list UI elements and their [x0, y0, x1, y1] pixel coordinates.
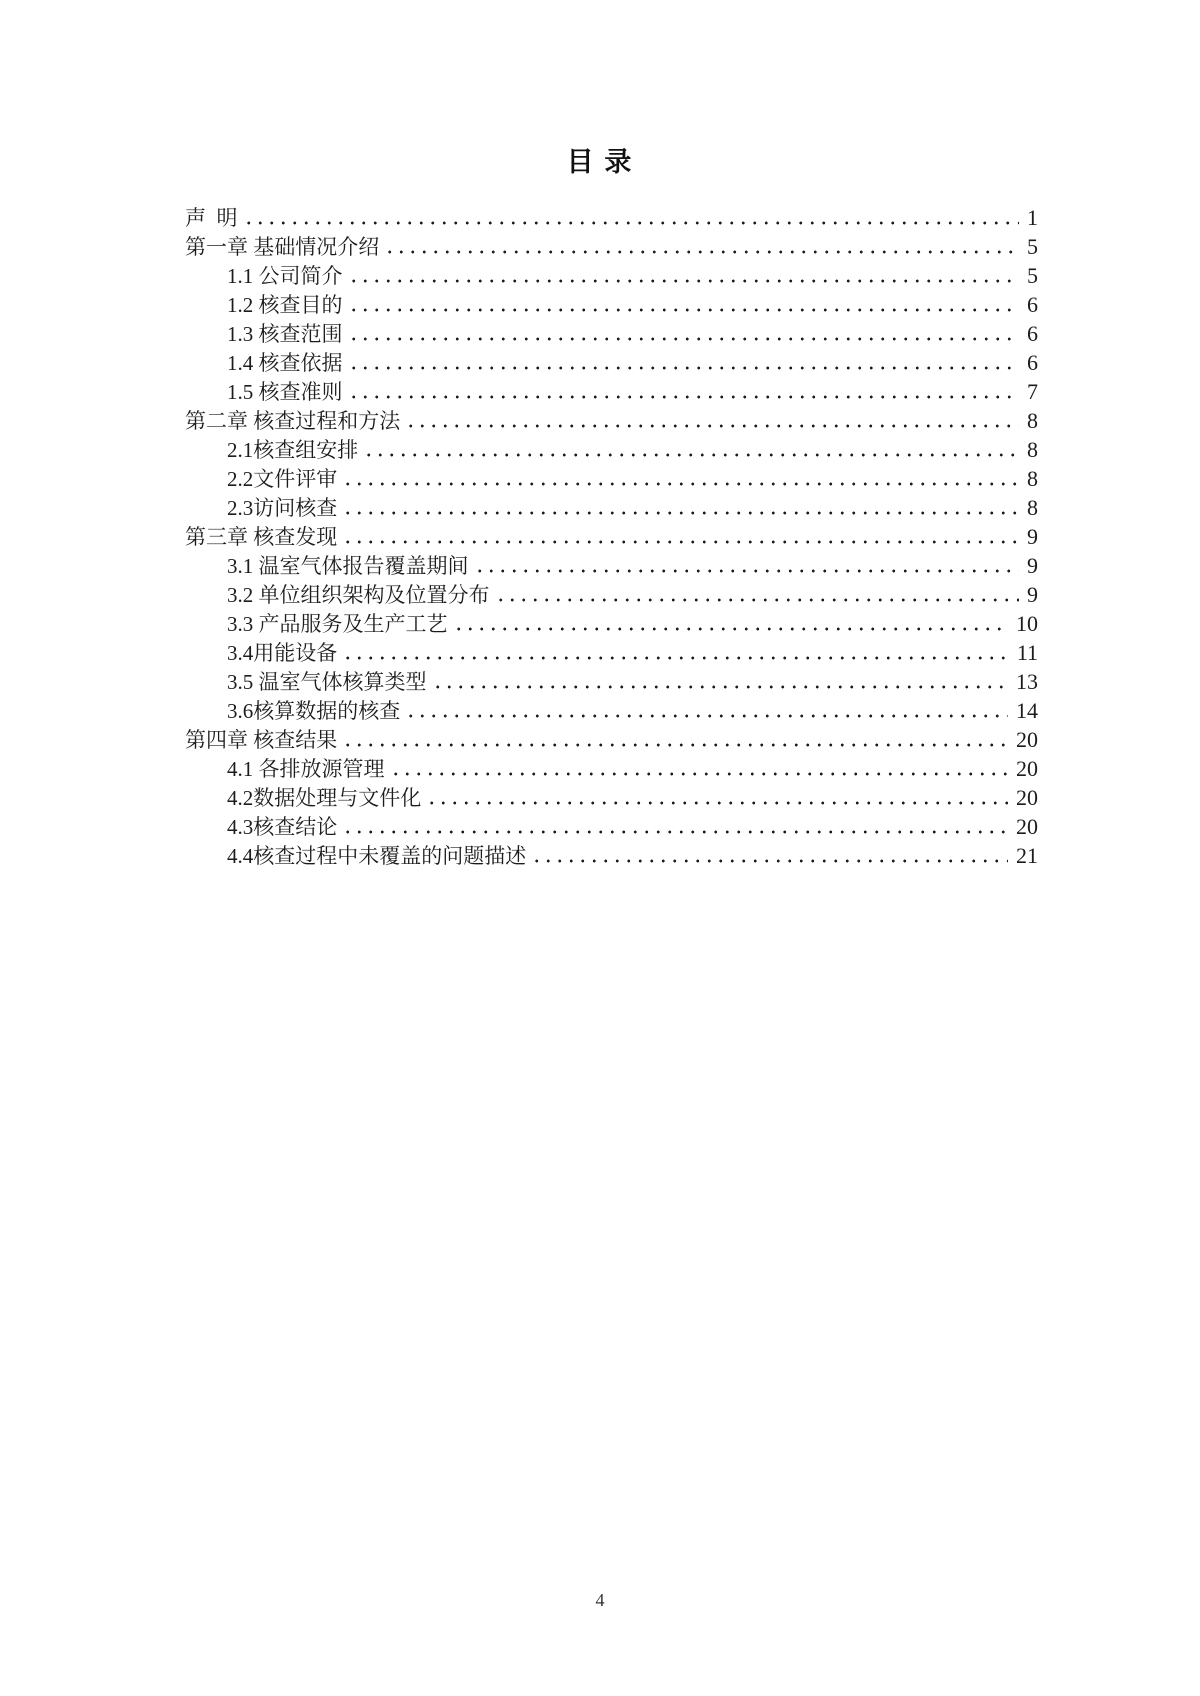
toc-entry[interactable]	[185, 319, 1038, 348]
toc-entry-label: 4.2数据处理与文件化	[227, 786, 422, 810]
toc-entry[interactable]	[185, 203, 1038, 232]
toc-entry-label: 4.3核查结论	[227, 815, 338, 839]
dot-leader	[474, 551, 1020, 580]
toc-entry-label: 2.3访问核查	[227, 496, 338, 520]
toc-entry-page-number: 11	[1016, 640, 1038, 665]
toc-title: 目 录	[566, 147, 634, 177]
toc-entry-page-number: 9	[1027, 582, 1038, 607]
dot-leader	[432, 667, 1009, 696]
toc-entry[interactable]	[185, 493, 1038, 522]
dot-leader	[390, 754, 1009, 783]
toc-entry[interactable]	[185, 696, 1038, 725]
toc-entry-label: 4.1 各排放源管理	[227, 757, 385, 781]
toc-entry-label: 1.1 公司简介	[227, 264, 343, 288]
dot-leader	[342, 725, 1008, 754]
toc-entry-page-number: 20	[1016, 785, 1038, 810]
dot-leader	[342, 812, 1008, 841]
toc-entry-label: 3.3 产品服务及生产工艺	[227, 612, 448, 636]
toc-entry-page-number: 8	[1027, 408, 1038, 433]
toc-entry-label: 3.6核算数据的核查	[227, 699, 401, 723]
dot-leader	[342, 464, 1019, 493]
toc-entry[interactable]	[185, 464, 1038, 493]
toc-entry[interactable]	[185, 551, 1038, 580]
toc-entry[interactable]	[185, 609, 1038, 638]
dot-leader	[384, 232, 1019, 261]
toc-entry[interactable]	[185, 406, 1038, 435]
toc-entry-page-number: 7	[1027, 379, 1038, 404]
toc-entry-page-number: 8	[1027, 466, 1038, 491]
toc-entry-label: 1.3 核查范围	[227, 322, 343, 346]
toc-entry[interactable]	[185, 754, 1038, 783]
toc-entry[interactable]	[185, 667, 1038, 696]
toc-entry-label: 1.2 核查目的	[227, 293, 343, 317]
toc-entry-label: 第一章 基础情况介绍	[185, 235, 380, 259]
dot-leader	[531, 841, 1008, 870]
dot-leader	[426, 783, 1008, 812]
toc-entry[interactable]	[185, 377, 1038, 406]
dot-leader	[348, 319, 1020, 348]
toc-entry-label: 3.4用能设备	[227, 641, 338, 665]
toc-entry[interactable]	[185, 841, 1038, 870]
dot-leader	[348, 377, 1020, 406]
toc-entry-label: 3.1 温室气体报告覆盖期间	[227, 554, 469, 578]
toc-entry-page-number: 20	[1016, 727, 1038, 752]
toc-entry-page-number: 21	[1016, 843, 1038, 868]
toc-entry-page-number: 1	[1027, 205, 1038, 230]
toc-entry[interactable]	[185, 261, 1038, 290]
toc-entry-page-number: 6	[1027, 292, 1038, 317]
toc-entry-label: 4.4核查过程中未覆盖的问题描述	[227, 844, 527, 868]
dot-leader	[348, 348, 1020, 377]
toc-entry-label: 第四章 核查结果	[185, 728, 338, 752]
toc-entry-label: 1.4 核查依据	[227, 351, 343, 375]
toc-entry-label: 3.2 单位组织架构及位置分布	[227, 583, 490, 607]
toc-entry[interactable]	[185, 580, 1038, 609]
toc-entry[interactable]	[185, 290, 1038, 319]
dot-leader	[348, 261, 1020, 290]
toc-entry-page-number: 9	[1027, 524, 1038, 549]
toc-entry-page-number: 5	[1027, 234, 1038, 259]
dot-leader	[243, 203, 1020, 232]
toc-entry[interactable]	[185, 522, 1038, 551]
toc-entry-page-number: 8	[1027, 495, 1038, 520]
toc-entry-label: 2.1核查组安排	[227, 438, 359, 462]
toc-entry-page-number: 8	[1027, 437, 1038, 462]
toc-entry[interactable]	[185, 232, 1038, 261]
toc-entry[interactable]	[185, 725, 1038, 754]
footer-page-number: 4	[595, 1590, 605, 1610]
dot-leader	[363, 435, 1019, 464]
dot-leader	[453, 609, 1009, 638]
toc-entry-page-number: 5	[1027, 263, 1038, 288]
toc-entry-page-number: 20	[1016, 814, 1038, 839]
dot-leader	[495, 580, 1020, 609]
toc-entry-page-number: 20	[1016, 756, 1038, 781]
toc-entry-label: 声 明	[185, 206, 238, 230]
toc-entry[interactable]	[185, 638, 1038, 667]
toc-entry-label: 第二章 核查过程和方法	[185, 409, 401, 433]
toc-entry-label: 1.5 核查准则	[227, 380, 343, 404]
toc-list	[185, 203, 1038, 870]
dot-leader	[405, 696, 1008, 725]
toc-entry-page-number: 6	[1027, 321, 1038, 346]
dot-leader	[342, 638, 1009, 667]
toc-entry-label: 第三章 核查发现	[185, 525, 338, 549]
dot-leader	[348, 290, 1020, 319]
toc-entry-label: 2.2文件评审	[227, 467, 338, 491]
toc-entry-page-number: 9	[1027, 553, 1038, 578]
toc-entry-label: 3.5 温室气体核算类型	[227, 670, 427, 694]
toc-entry[interactable]	[185, 812, 1038, 841]
toc-entry-page-number: 6	[1027, 350, 1038, 375]
toc-entry-page-number: 14	[1016, 698, 1038, 723]
toc-entry[interactable]	[185, 348, 1038, 377]
toc-entry[interactable]	[185, 783, 1038, 812]
toc-entry-page-number: 10	[1016, 611, 1038, 636]
dot-leader	[342, 493, 1019, 522]
toc-entry[interactable]	[185, 435, 1038, 464]
toc-entry-page-number: 13	[1016, 669, 1038, 694]
dot-leader	[342, 522, 1019, 551]
dot-leader	[405, 406, 1019, 435]
